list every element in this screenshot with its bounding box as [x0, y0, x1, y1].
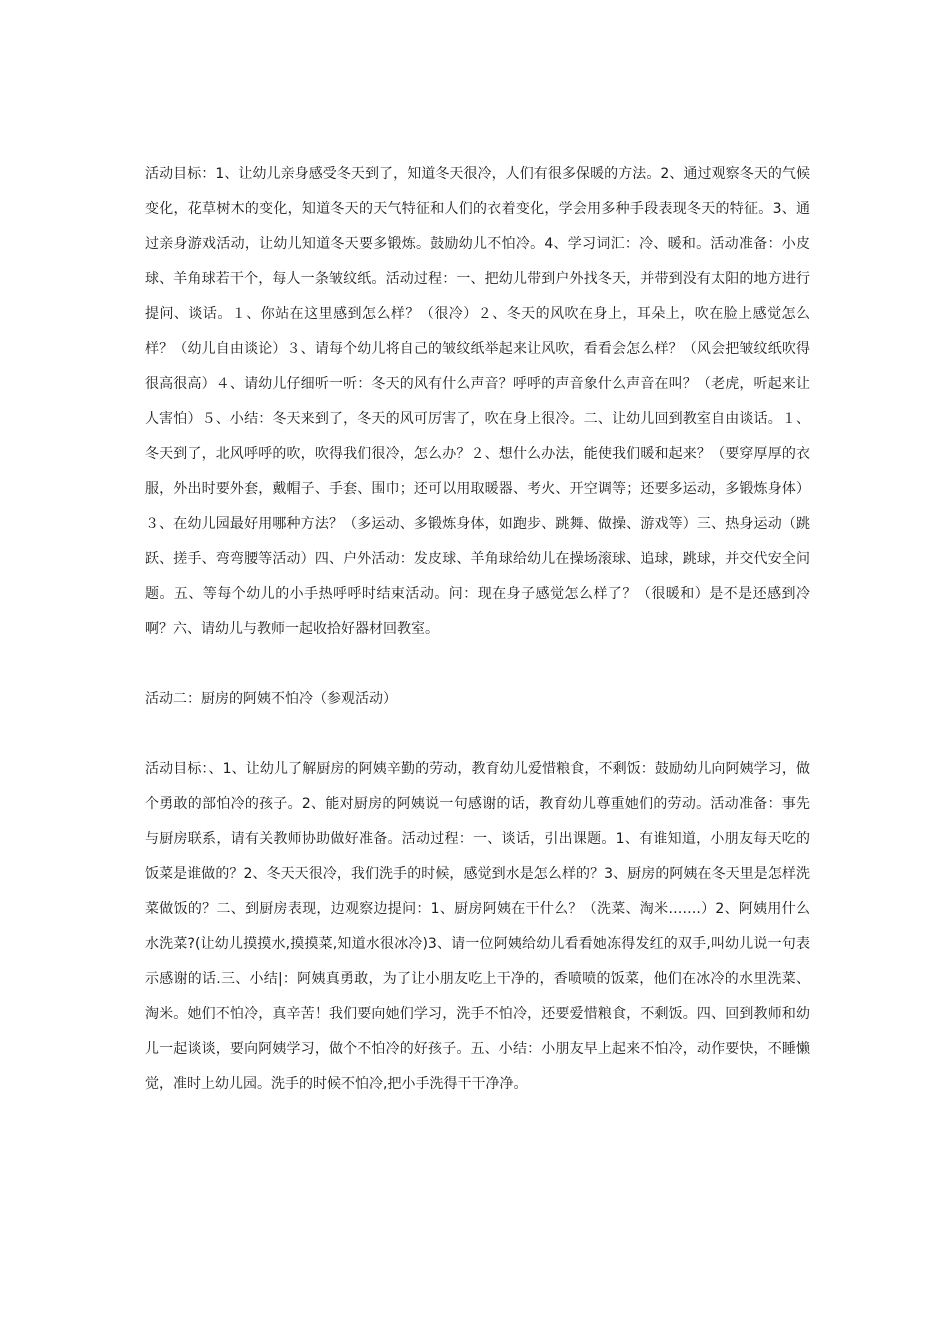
- activity-one-paragraph: 活动目标：1、让幼儿亲身感受冬天到了，知道冬天很冷，人们有很多保暖的方法。2、通过观察冬天的气候变化，花草树木的变化，知道冬天的天气特征和人们的衣着变化，学会用多种手段表现冬天的特征。3、通过亲身游戏活动，让幼儿知道冬天要多锻炼。鼓励幼儿不怕冷。4、学习词汇：冷、暖和。活动准备：小皮球、羊角球若干个，每人一条皱纹纸。活动过程：一、把幼儿带到户外找冬天，并带到没有太阳的地方进行提问、谈话。１、你站在这里感到怎么样？（很冷）２、冬天的风吹在身上，耳朵上，吹在脸上感觉怎么样？（幼儿自由谈论）３、请每个幼儿将自己的皱纹纸举起来让风吹，看看会怎么样？（风会把皱纹纸吹得很高很高）４、请幼儿仔细听一听：冬天的风有什么声音？呼呼的声音象什么声音在叫？（老虎，听起来让人害怕）５、小结：冬天来到了，冬天的风可厉害了，吹在身上很冷。二、让幼儿回到教室自由谈话。１、冬天到了，北风呼呼的吹，吹得我们很冷，怎么办？２、想什么办法，能使我们暖和起来？（要穿厚厚的衣服，外出时要外套，戴帽子、手套、围巾；还可以用取暖器、考火、开空调等；还要多运动，多锻炼身体）３、在幼儿园最好用哪种方法？（多运动、多锻炼身体，如跑步、跳舞、做操、游戏等）三、热身运动（跳跃、搓手、弯弯腰等活动）四、户外活动：发皮球、羊角球给幼儿在操场滚球、追球，跳球，并交代安全问题。五、等每个幼儿的小手热呼呼时结束活动。问：现在身子感觉怎么样了？（很暖和）是不是还感到冷啊？六、请幼儿与教师一起收拾好器材回教室。: [145, 166, 810, 637]
- paragraph-spacer: [145, 717, 810, 752]
- activity-two-paragraph: 活动目标：、1、让幼儿了解厨房的阿姨辛勤的劳动，教育幼儿爱惜粮食，不剩饭：鼓励幼儿向阿姨学习，做个勇敢的部怕冷的孩子。2、能对厨房的阿姨说一句感谢的话，教育幼儿尊重她们的劳动。活动准备：事先与厨房联系，请有关教师协助做好准备。活动过程：一、谈话，引出课题。1、有谁知道，小朋友每天吃的饭菜是谁做的？2、冬天天很冷，我们洗手的时候，感觉到水是怎么样的？3、厨房的阿姨在冬天里是怎样洗菜做饭的？二、到厨房表现，边观察边提问：1、厨房阿姨在干什么？（洗菜、淘米…….）2、阿姨用什么水洗菜?(让幼儿摸摸水,摸摸菜,知道水很冰冷)3、请一位阿姨给幼儿看看她冻得发红的双手,叫幼儿说一句表示感谢的话.三、小结|：阿姨真勇敢，为了让小朋友吃上干净的，香喷喷的饭菜，他们在冰冷的水里洗菜、淘米。她们不怕冷，真辛苦！我们要向她们学习，洗手不怕冷，还要爱惜粮食，不剩饭。四、回到教师和幼儿一起谈谈，要向阿姨学习，做个不怕冷的好孩子。五、小结：小朋友早上起来不怕冷，动作要快，不睡懒觉，准时上幼儿园。洗手的时候不怕冷,把小手洗得干干净净。: [145, 761, 810, 1092]
- paragraph-spacer: [145, 647, 810, 682]
- document-page: [145, 157, 810, 1102]
- activity-two-heading: 活动二：厨房的阿姨不怕冷（参观活动）: [145, 691, 397, 707]
